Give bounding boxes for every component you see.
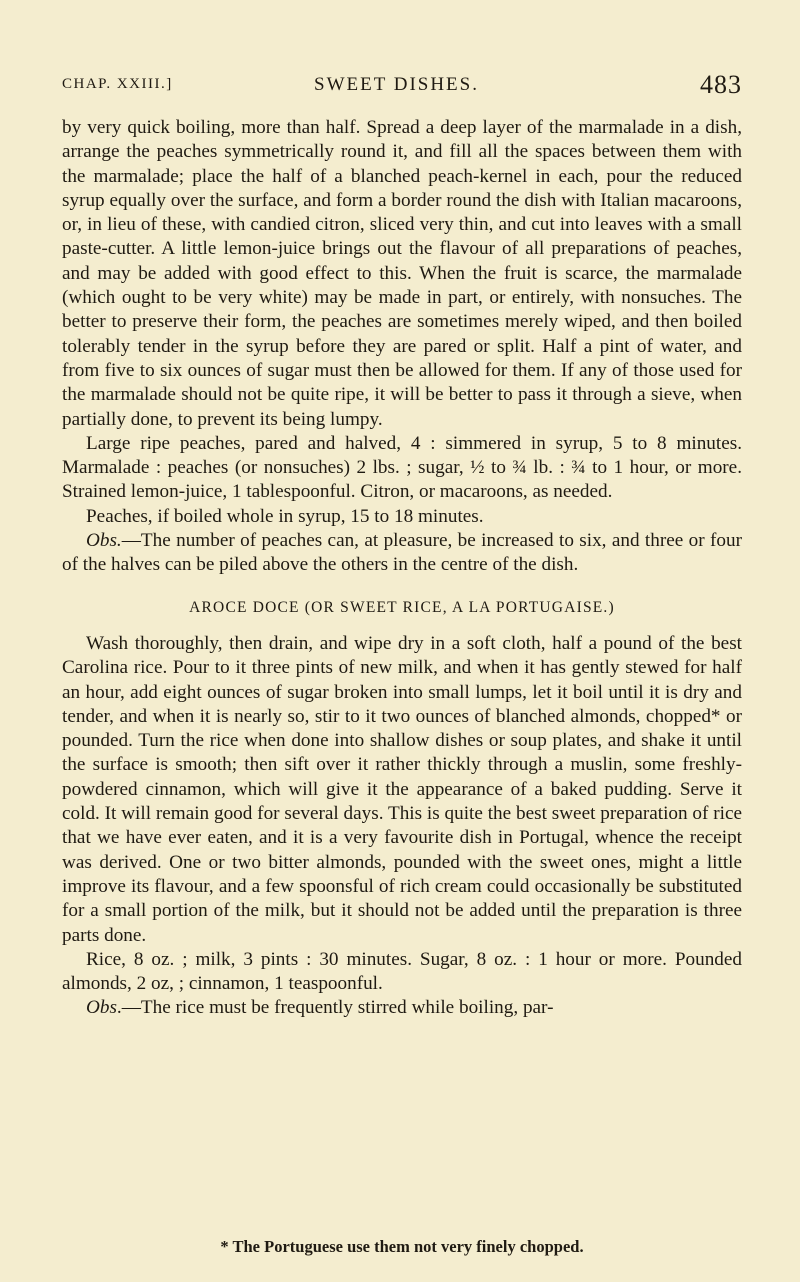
recipe-heading bbox=[62, 596, 742, 620]
chapter-reference: CHAP. XXIII.] bbox=[62, 76, 173, 92]
section-title: SWEET DISHES. bbox=[314, 74, 479, 95]
paragraph-rice-obs bbox=[62, 996, 742, 1020]
page-number: 483 bbox=[700, 70, 742, 99]
paragraph-rice-quantities bbox=[62, 948, 742, 997]
paragraph-text: —The number of peaches can, at pleasure, be increased to six, and three or four of the halves can be piled above the others in the centre of the dish. bbox=[62, 530, 742, 576]
paragraph-peach-whole bbox=[62, 505, 742, 529]
paragraph-text: Wash thoroughly, then drain, and wipe dry in a soft cloth, half a pound of the best Carolina rice. Pour to it three pints of new milk, and when it has gently stewed for half an hour, add eight ounces of sugar broken into small lumps, let it boil until it is dry and tender, and when it is nearly so, stir to it two ounces of blanched almonds, chopped* or pounded. Turn the rice when done into shallow dishes or soup plates, and shake it until the surface is smooth; then sift over it rather thickly through a muslin, some freshly-powdered cinnamon, which will give it the appearance of a baked pudding. Serve it cold. It will remain good for several days. This is quite the best sweet preparation of rice that we have ever eaten, and it is a very favourite dish in Portugal, whence the receipt was derived. One or two bitter almonds, pounded with the sweet ones, might a little improve its flavour, and a few spoonsful of rich cream could occasionally be substituted for a small portion of the milk, but it should not be added until the preparation is three parts done. bbox=[62, 632, 742, 946]
paragraph-text: by very quick boiling, more than half. Spread a deep layer of the marmalade in a dish, arrange the peaches symmetrically round it, and fill all the spaces between them with the marmalade; place the half of a blanched peach-kernel in each, pour the reduced syrup equally over the surface, and form a border round the dish with Italian macaroons, or, in lieu of these, with candied citron, sliced very thin, and cut into leaves with a small paste-cutter. A little lemon-juice brings out the flavour of all preparations of peaches, and may be added with good effect to this. When the fruit is scarce, the marmalade (which ought to be very white) may be made in part, or entirely, with nonsuches. The better to preserve their form, the peaches are sometimes merely wiped, and then boiled tolerably tender in the syrup before they are pared or split. Half a pint of water, and from five to six ounces of sugar must then be allowed for them. If any of those used for the marmalade should not be quite ripe, it will be better to pass it through a sieve, when partially done, to prevent its being lumpy. bbox=[62, 117, 742, 430]
body-text bbox=[62, 116, 742, 1021]
paragraph-text: Large ripe peaches, pared and halved, 4 : simmered in syrup, 5 to 8 minutes. Marmalade : peaches (or nonsuches) 2 lbs. ; sugar, ½ to ¾ lb. : ¾ to 1 hour, or more. Strained lemon-juice, 1 tablespoonful. Citron, or macaroons, as needed. bbox=[62, 432, 742, 503]
paragraph-peach-obs bbox=[62, 529, 742, 578]
footnote: * The Portuguese use them not very finely chopped. bbox=[220, 1237, 584, 1256]
paragraph-text: Rice, 8 oz. ; milk, 3 pints : 30 minutes. Sugar, 8 oz. : 1 hour or more. Pounded almonds, 2 oz, ; cinnamon, 1 teaspoonful. bbox=[62, 948, 742, 995]
paragraph-peach-method bbox=[62, 116, 742, 432]
running-header bbox=[62, 72, 742, 102]
heading-text: AROCE DOCE (OR SWEET RICE, A LA PORTUGAISE.) bbox=[189, 598, 615, 616]
paragraph-peach-quantities bbox=[62, 432, 742, 505]
paragraph-text: .—The rice must be frequently stirred while boiling, par- bbox=[116, 997, 554, 1019]
obs-label: Obs. bbox=[86, 530, 122, 552]
paragraph-rice-method bbox=[62, 632, 742, 948]
paragraph-text: Peaches, if boiled whole in syrup, 15 to 18 minutes. bbox=[86, 505, 484, 527]
obs-label: Obs bbox=[86, 997, 117, 1019]
